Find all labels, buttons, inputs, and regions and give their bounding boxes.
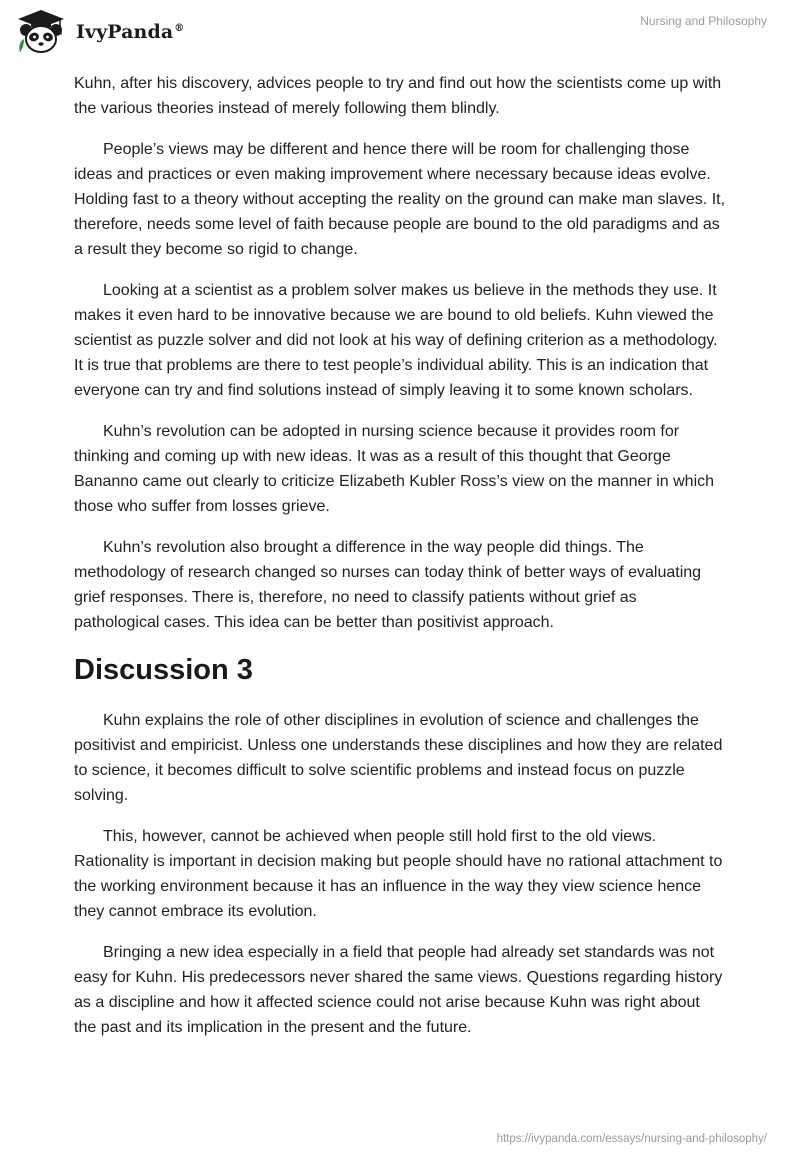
section-heading: Discussion 3	[74, 654, 253, 686]
paragraph: People’s views may be different and hence there will be room for challenging those ideas and practices or even making improvement where necessary because ideas evolve. Holding fast to a theory without accepting the reality on the ground can make man slaves. It, therefore, needs some level of faith because people are bound to the old paradigms and as a result they become so rigid to change.	[74, 141, 726, 258]
intro-paragraph: Kuhn, after his discovery, advices people to try and find out how the scientists come up with the various theories instead of merely following them blindly.	[74, 75, 722, 117]
paragraph: This, however, cannot be achieved when people still hold first to the old views. Rationality is important in decision making but people should have no rational attachment to the working environment because it has an influence in the way they view science hence they cannot embrace its evolution.	[74, 828, 723, 920]
logo-text: IvyPanda®	[76, 21, 185, 43]
page-header	[0, 0, 800, 66]
essay-content	[74, 71, 726, 1056]
ivypanda-logo[interactable]	[14, 8, 184, 54]
source-url[interactable]: https://ivypanda.com/essays/nursing-and-philosophy/	[496, 1133, 767, 1145]
paragraph: Kuhn’s revolution also brought a difference in the way people did things. The methodology of research changed so nurses can today think of better ways of evaluating grief responses. There is, therefore, no need to classify patients without grief as pathological cases. This idea can be better than positivist approach.	[74, 539, 702, 631]
paragraph: Kuhn’s revolution can be adopted in nursing science because it provides room for thinking and coming up with new ideas. It was as a result of this thought that George Bananno came out clearly to criticize Elizabeth Kubler Ross’s view on the manner in which those who suffer from losses grieve.	[74, 423, 715, 515]
paragraph: Bringing a new idea especially in a field that people had already set standards was not easy for Kuhn. His predecessors never shared the same views. Questions regarding history as a discipline and how it affected science could not arise because Kuhn was right about the past and its implication in the present and the future.	[74, 944, 723, 1036]
document-title: Nursing and Philosophy	[640, 14, 767, 28]
panda-graduate-icon	[14, 8, 68, 54]
paragraph: Kuhn explains the role of other disciplines in evolution of science and challenges the positivist and empiricist. Unless one understands these disciplines and how they are related to science, it becomes difficult to solve scientific problems and instead focus on puzzle solving.	[74, 712, 723, 804]
paragraph: Looking at a scientist as a problem solver makes us believe in the methods they use. It makes it even hard to be innovative because we are bound to old beliefs. Kuhn viewed the scientist as puzzle solver and did not look at his way of defining criterion as a methodology. It is true that problems are there to test people’s individual ability. This is an indication that everyone can try and find solutions instead of simply leaving it to some known scholars.	[74, 282, 718, 399]
